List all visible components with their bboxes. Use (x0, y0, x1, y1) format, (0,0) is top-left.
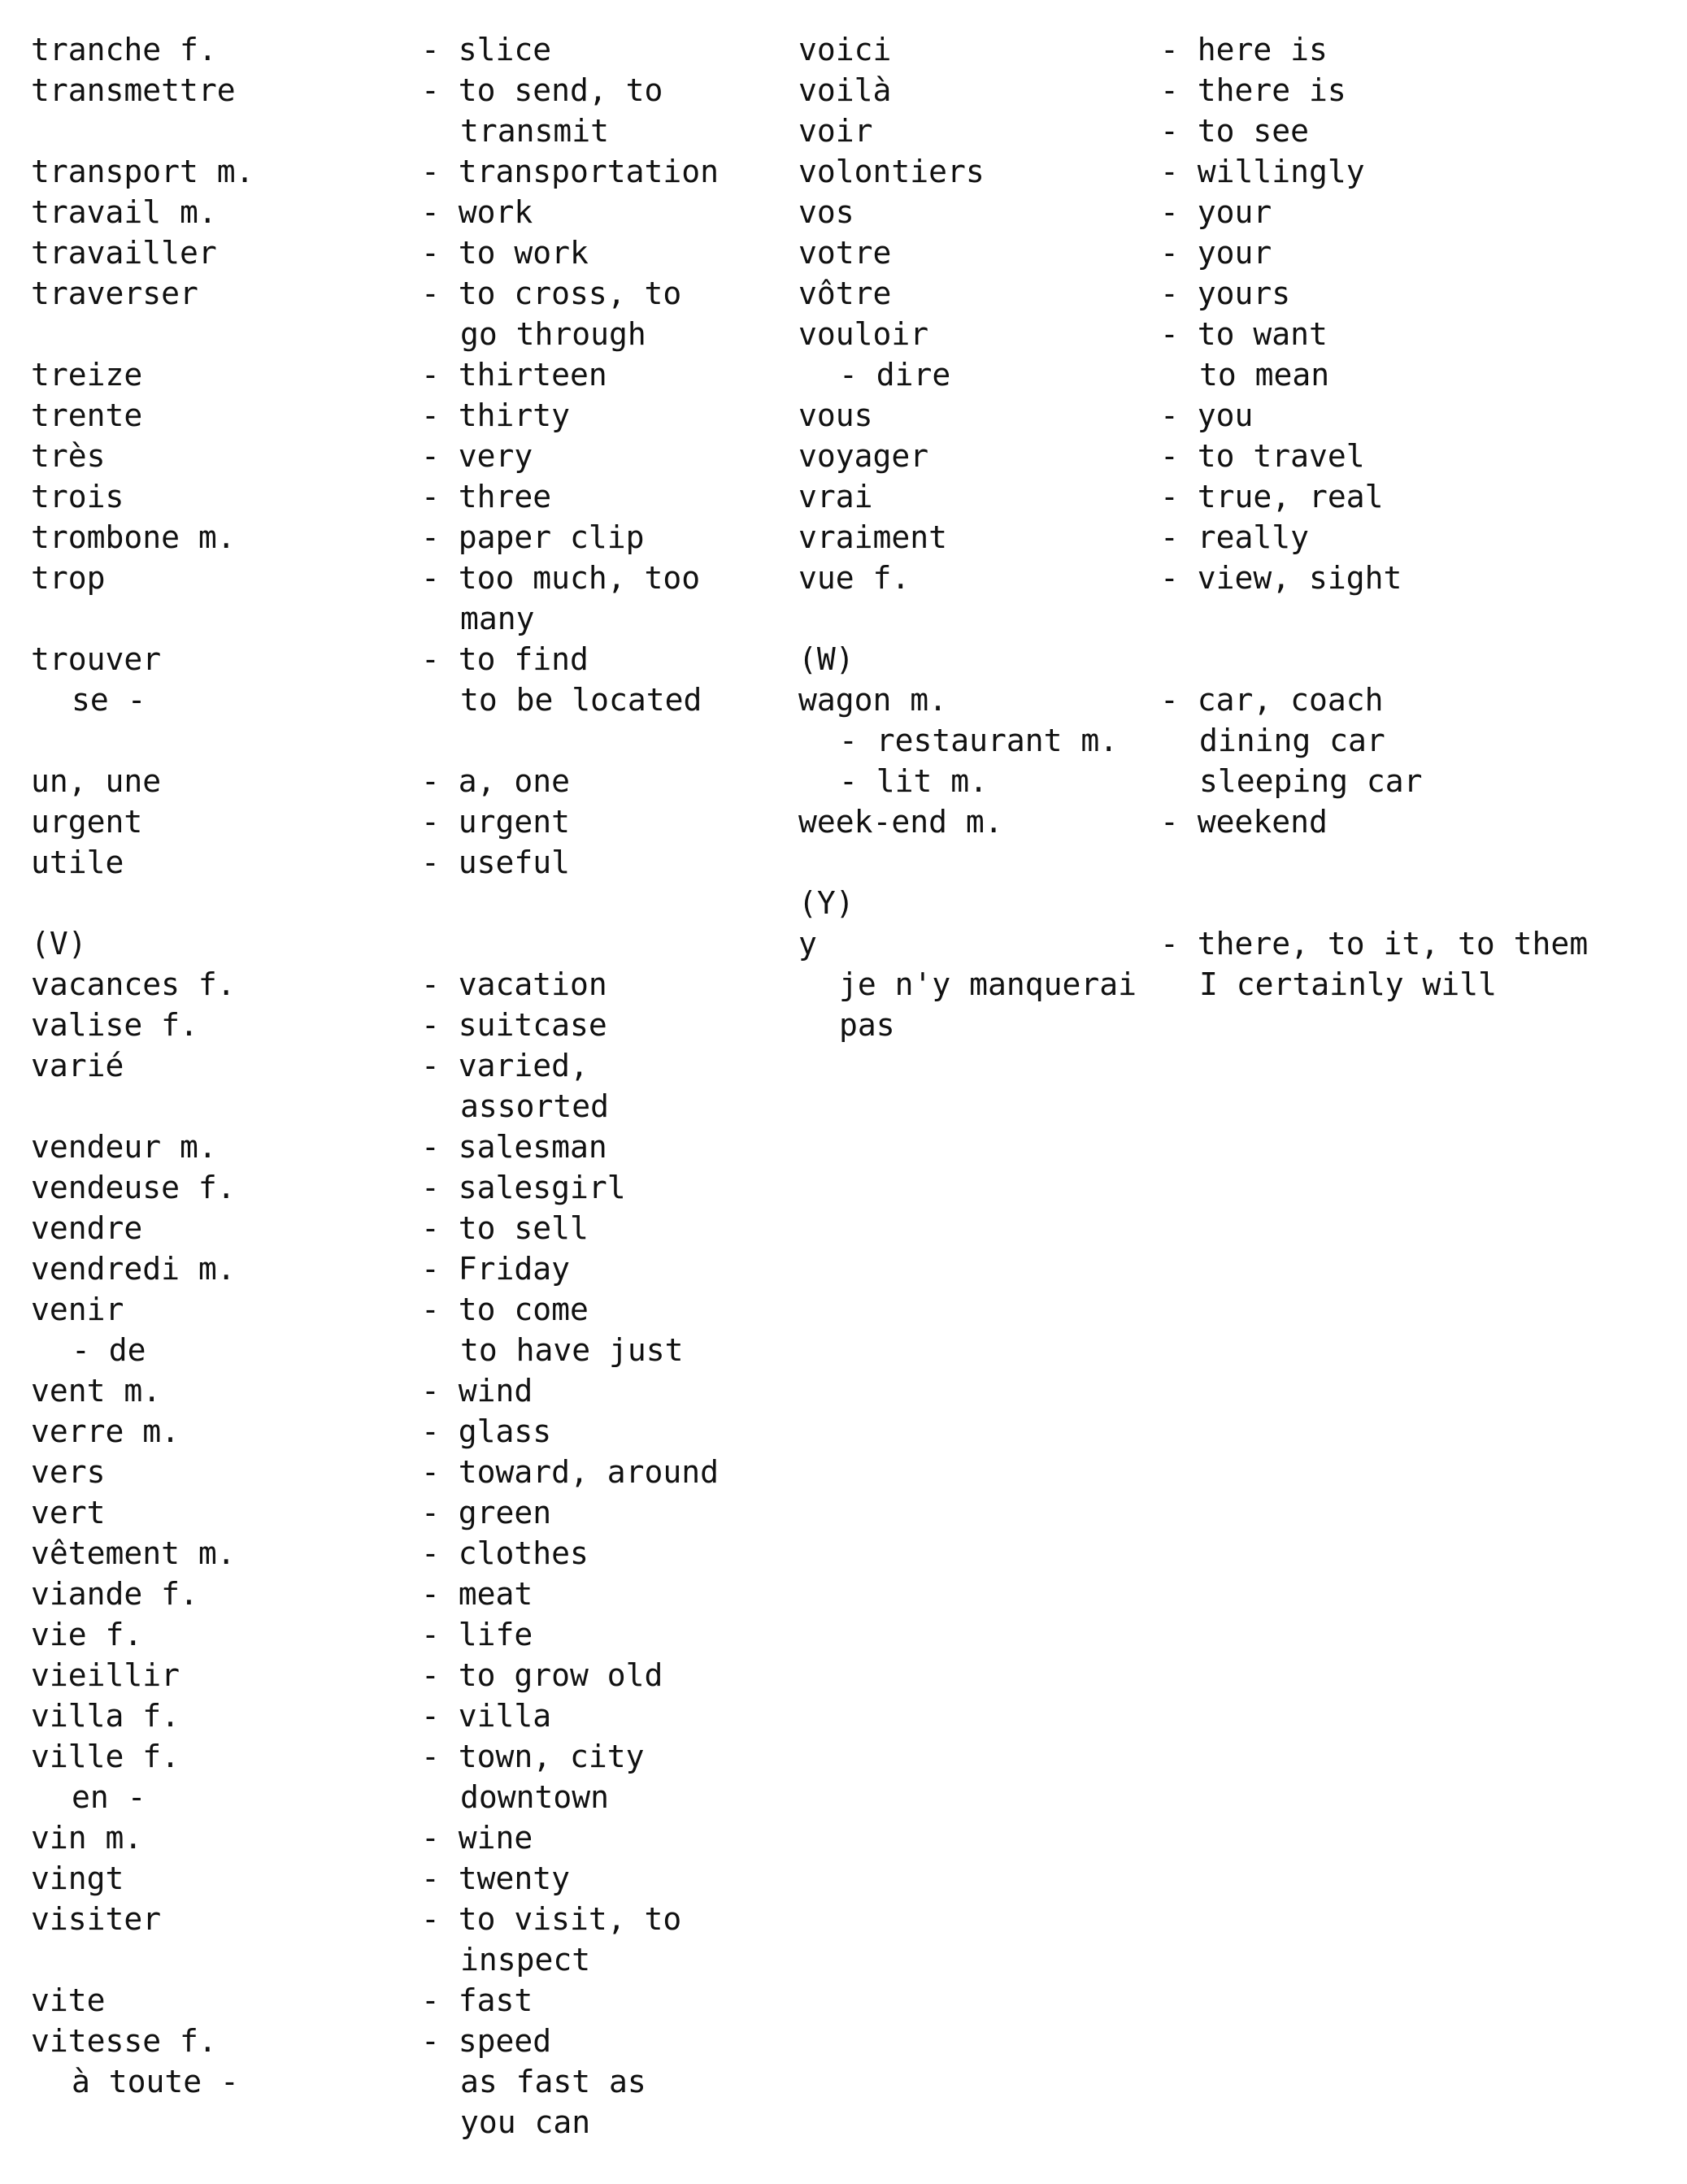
section-letter: (V) (31, 926, 87, 962)
glossary-entry (31, 598, 763, 639)
glossary-entry (798, 923, 1668, 964)
sub-term: - restaurant m. (839, 723, 1119, 758)
glossary-entry (798, 395, 1668, 436)
french-term: vin m. (31, 1820, 143, 1856)
french-term: vitesse f. (31, 2023, 217, 2059)
english-definition: - to work (421, 235, 589, 271)
section-header (798, 639, 1668, 680)
english-definition: I certainly will (1199, 966, 1498, 1002)
english-definition: to be located (460, 682, 702, 718)
french-term: vendredi m. (31, 1251, 236, 1287)
english-definition: - glass (421, 1413, 552, 1449)
french-term: vite (31, 1982, 106, 2018)
english-definition: - paper clip (421, 519, 645, 555)
english-definition: - to come (421, 1292, 589, 1327)
english-definition: - salesgirl (421, 1170, 626, 1205)
glossary-entry (798, 192, 1668, 232)
definition-continuation: assorted (460, 1088, 610, 1124)
english-definition: - fast (421, 1982, 533, 2018)
glossary-entry (31, 1777, 763, 1817)
english-definition: - weekend (1160, 804, 1328, 840)
glossary-entry (31, 1533, 763, 1574)
english-definition: - wine (421, 1820, 533, 1856)
glossary-entry (31, 558, 763, 598)
english-definition: - meat (421, 1576, 533, 1612)
glossary-entry (31, 1614, 763, 1655)
french-term: utile (31, 845, 124, 880)
english-definition: - vacation (421, 966, 607, 1002)
english-definition: - very (421, 438, 533, 474)
glossary-entry (31, 1370, 763, 1411)
english-definition: - to see (1160, 113, 1310, 149)
english-definition: - work (421, 194, 533, 230)
english-definition: - three (421, 479, 552, 515)
english-definition: - thirty (421, 397, 571, 433)
sub-term: - dire (839, 357, 951, 393)
glossary-entry (31, 1696, 763, 1736)
english-definition: - thirteen (421, 357, 607, 393)
english-definition: - transportation (421, 154, 720, 189)
french-term: vie f. (31, 1617, 143, 1652)
glossary-entry (798, 680, 1668, 720)
english-definition: - life (421, 1617, 533, 1652)
english-definition: - to find (421, 641, 589, 677)
section-letter: (W) (798, 641, 854, 677)
french-term: travail m. (31, 194, 217, 230)
glossary-entry (31, 1452, 763, 1492)
english-definition: sleeping car (1199, 763, 1423, 799)
french-term: week-end m. (798, 804, 1003, 840)
english-definition: - your (1160, 194, 1272, 230)
glossary-entry (798, 720, 1668, 761)
english-definition: - to want (1160, 316, 1328, 352)
glossary-column-right (798, 29, 1668, 1045)
english-definition: to mean (1199, 357, 1330, 393)
french-term: voilà (798, 72, 892, 108)
french-term: voyager (798, 438, 929, 474)
french-term: vraiment (798, 519, 948, 555)
sub-term: - lit m. (839, 763, 989, 799)
french-term: vouloir (798, 316, 929, 352)
french-term: voici (798, 32, 892, 67)
french-term: transport m. (31, 154, 254, 189)
french-term: vendre (31, 1210, 143, 1246)
french-term: vent m. (31, 1373, 162, 1409)
english-definition: - here is (1160, 32, 1328, 67)
glossary-entry (31, 801, 763, 842)
glossary-entry (31, 1899, 763, 1939)
french-term: vingt (31, 1861, 124, 1896)
glossary-entry (31, 680, 763, 720)
french-term: votre (798, 235, 892, 271)
definition-continuation: you can (460, 2104, 591, 2140)
definition-continuation: go through (460, 316, 646, 352)
glossary-entry (31, 1127, 763, 1167)
glossary-entry (798, 1005, 1668, 1045)
glossary-entry (798, 476, 1668, 517)
french-term: treize (31, 357, 143, 393)
glossary-entry (31, 1980, 763, 2021)
glossary-entry (31, 232, 763, 273)
english-definition: - speed (421, 2023, 552, 2059)
english-definition: - villa (421, 1698, 552, 1734)
english-definition: - there is (1160, 72, 1346, 108)
glossary-entry (798, 111, 1668, 151)
french-term: très (31, 438, 106, 474)
glossary-entry (798, 761, 1668, 801)
sub-term: se - (72, 682, 146, 718)
section-spacer (798, 598, 1668, 639)
french-term: vendeur m. (31, 1129, 217, 1165)
french-term: ville f. (31, 1739, 180, 1774)
section-letter: (Y) (798, 885, 854, 921)
glossary-entry (31, 1167, 763, 1208)
english-definition: - to sell (421, 1210, 589, 1246)
glossary-entry (31, 111, 763, 151)
english-definition: as fast as (460, 2064, 646, 2099)
glossary-entry (31, 395, 763, 436)
glossary-entry (798, 232, 1668, 273)
english-definition: - green (421, 1495, 552, 1531)
french-term: vêtement m. (31, 1535, 236, 1571)
glossary-entry (798, 558, 1668, 598)
english-definition: - car, coach (1160, 682, 1384, 718)
sub-term: pas (839, 1007, 895, 1043)
sub-term: à toute - (72, 2064, 239, 2099)
french-term: vrai (798, 479, 873, 515)
english-definition: dining car (1199, 723, 1385, 758)
glossary-entry (31, 1655, 763, 1696)
french-term: vos (798, 194, 854, 230)
glossary-entry (31, 273, 763, 314)
glossary-entry (798, 517, 1668, 558)
french-term: travailler (31, 235, 217, 271)
glossary-entry (798, 801, 1668, 842)
section-header (798, 883, 1668, 923)
english-definition: - your (1160, 235, 1272, 271)
section-header (31, 923, 763, 964)
glossary-entry (798, 151, 1668, 192)
english-definition: - a, one (421, 763, 571, 799)
english-definition: - to visit, to (421, 1901, 682, 1937)
english-definition: to have just (460, 1332, 684, 1368)
english-definition: - you (1160, 397, 1254, 433)
glossary-entry (31, 1005, 763, 1045)
french-term: traverser (31, 276, 198, 311)
french-term: valise f. (31, 1007, 198, 1043)
french-term: venir (31, 1292, 124, 1327)
glossary-entry (31, 842, 763, 883)
english-definition: - useful (421, 845, 571, 880)
glossary-entry (31, 476, 763, 517)
glossary-entry (798, 354, 1668, 395)
glossary-entry (31, 436, 763, 476)
french-term: urgent (31, 804, 143, 840)
glossary-entry (798, 29, 1668, 70)
french-term: voir (798, 113, 873, 149)
glossary-entry (31, 1411, 763, 1452)
french-term: vôtre (798, 276, 892, 311)
english-definition: - to send, to (421, 72, 663, 108)
glossary-entry (31, 70, 763, 111)
glossary-entry (31, 2102, 763, 2143)
sub-term: - de (72, 1332, 146, 1368)
sub-term: en - (72, 1779, 146, 1815)
english-definition: - view, sight (1160, 560, 1402, 596)
glossary-entry (31, 639, 763, 680)
glossary-entry (798, 436, 1668, 476)
english-definition: - yours (1160, 276, 1291, 311)
french-term: vous (798, 397, 873, 433)
english-definition: - clothes (421, 1535, 589, 1571)
glossary-entry (31, 151, 763, 192)
glossary-entry (31, 29, 763, 70)
glossary-entry (31, 2021, 763, 2061)
french-term: vendeuse f. (31, 1170, 236, 1205)
sub-term: je n'y manquerai (839, 966, 1137, 1002)
english-definition: - willingly (1160, 154, 1365, 189)
glossary-entry (31, 314, 763, 354)
glossary-entry (798, 273, 1668, 314)
english-definition: - urgent (421, 804, 571, 840)
french-term: vert (31, 1495, 106, 1531)
glossary-entry (31, 1736, 763, 1777)
french-term: vacances f. (31, 966, 236, 1002)
definition-continuation: many (460, 601, 535, 636)
glossary-entry (31, 1289, 763, 1330)
french-term: volontiers (798, 154, 985, 189)
french-term: villa f. (31, 1698, 180, 1734)
english-definition: - wind (421, 1373, 533, 1409)
english-definition: - slice (421, 32, 552, 67)
english-definition: - there, to it, to them (1160, 926, 1589, 962)
french-term: trente (31, 397, 143, 433)
english-definition: downtown (460, 1779, 610, 1815)
french-term: un, une (31, 763, 162, 799)
french-term: viande f. (31, 1576, 198, 1612)
glossary-column-left (31, 29, 763, 2143)
glossary-entry (31, 1045, 763, 1086)
glossary-entry (31, 1248, 763, 1289)
english-definition: - twenty (421, 1861, 571, 1896)
glossary-entry (31, 517, 763, 558)
definition-continuation: transmit (460, 113, 610, 149)
french-term: transmettre (31, 72, 236, 108)
glossary-entry (31, 964, 763, 1005)
english-definition: - town, city (421, 1739, 645, 1774)
french-term: trois (31, 479, 124, 515)
english-definition: - too much, too (421, 560, 701, 596)
section-spacer (798, 842, 1668, 883)
glossary-entry (798, 314, 1668, 354)
english-definition: - to grow old (421, 1657, 663, 1693)
glossary-entry (798, 964, 1668, 1005)
glossary-entry (798, 70, 1668, 111)
glossary-entry (31, 1492, 763, 1533)
french-term: tranche f. (31, 32, 217, 67)
english-definition: - toward, around (421, 1454, 720, 1490)
french-term: trombone m. (31, 519, 236, 555)
glossary-entry (31, 761, 763, 801)
english-definition: - to cross, to (421, 276, 682, 311)
glossary-entry (31, 1086, 763, 1127)
french-term: verre m. (31, 1413, 180, 1449)
section-spacer (31, 883, 763, 923)
glossary-entry (31, 1858, 763, 1899)
glossary-entry (31, 354, 763, 395)
french-term: wagon m. (798, 682, 948, 718)
french-term: vieillir (31, 1657, 180, 1693)
english-definition: - Friday (421, 1251, 571, 1287)
glossary-entry (31, 1817, 763, 1858)
english-definition: - suitcase (421, 1007, 607, 1043)
definition-continuation: inspect (460, 1942, 591, 1978)
english-definition: - salesman (421, 1129, 607, 1165)
french-term: varié (31, 1048, 124, 1083)
english-definition: - true, real (1160, 479, 1384, 515)
glossary-entry (31, 192, 763, 232)
french-term: vue f. (798, 560, 911, 596)
english-definition: - varied, (421, 1048, 589, 1083)
section-spacer (31, 720, 763, 761)
french-term: vers (31, 1454, 106, 1490)
english-definition: - to travel (1160, 438, 1365, 474)
glossary-entry (31, 1939, 763, 1980)
glossary-entry (31, 2061, 763, 2102)
english-definition: - really (1160, 519, 1310, 555)
glossary-entry (31, 1330, 763, 1370)
glossary-entry (31, 1208, 763, 1248)
french-term: y (798, 926, 817, 962)
french-term: trop (31, 560, 106, 596)
french-term: trouver (31, 641, 162, 677)
glossary-entry (31, 1574, 763, 1614)
french-term: visiter (31, 1901, 162, 1937)
